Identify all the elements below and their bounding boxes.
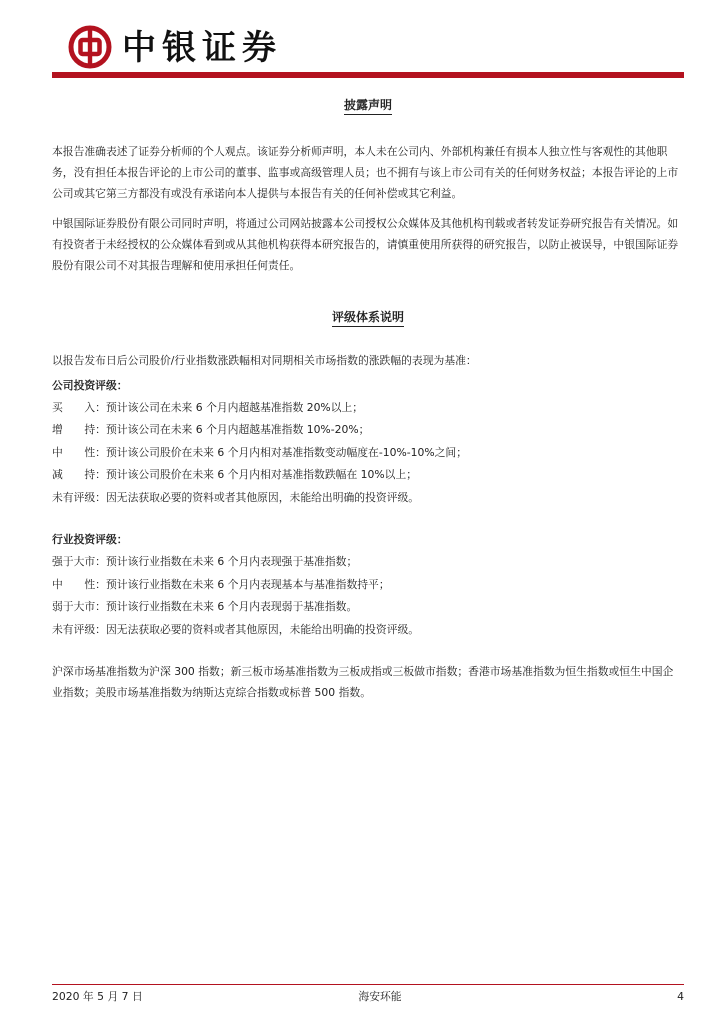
company-rating-item: 买 入：预计该公司在未来 6 个月内超越基准指数 20%以上； [52,400,364,414]
brand-name: 中银证券 [122,28,282,68]
disclosure-paragraph-2: 中银国际证券股份有限公司同时声明，将通过公司网站披露本公司授权公众媒体及其他机构刊载或者转发证券研究报告有关情况。如有投资者于未经授权的公众媒体看到或从其他机构获得本研究报告的，请慎重使用所获得的研究报告，以防止被误导，中银国际证券股份有限公司不对其报告理解和使用承担任何责任。 [52,217,679,272]
industry-rating-item: 弱于大市：预计该行业指数在未来 6 个月内表现弱于基准指数。 [52,600,358,613]
disclosure-paragraph-1: 本报告准确表述了证券分析师的个人观点。该证券分析师声明，本人未在公司内、外部机构兼任有损本人独立性与客观性的其他职务，没有担任本报告评论的上市公司的董事、监事或高级管理人员；也不拥有与该上市公司有关的任何财务权益；本报告评论的上市公司或其它第三方都没有或没有承诺向本人提供与本报告有关的任何补偿或其它利益。 [52,145,679,200]
industry-rating-item: 中 性：预计该行业指数在未来 6 个月内表现基本与基准指数持平； [52,577,390,591]
report-content [52,80,684,703]
company-rating-item: 减 持：预计该公司股价在未来 6 个月内相对基准指数跌幅在 10%以上； [52,468,418,481]
rating-title: 评级体系说明 [52,308,684,327]
industry-rating-item: 未有评级：因无法获取必要的资料或者其他原因，未能给出明确的投资评级。 [52,622,420,636]
rating-intro: 以报告发布日后公司股价/行业指数涨跌幅相对同期相关市场指数的涨跌幅的表现为基准： [52,354,477,367]
header-divider [52,72,684,78]
benchmark-note: 沪深市场基准指数为沪深 300 指数；新三板市场基准指数为三板成指或三板做市指数；香港市场基准指数为恒生指数或恒生中国企业指数；美股市场基准指数为纳斯达克综合指数或标普 500 指数。 [52,665,674,699]
footer-divider [52,984,684,985]
industry-rating-item: 强于大市：预计该行业指数在未来 6 个月内表现强于基准指数； [52,555,358,568]
company-rating-item: 未有评级：因无法获取必要的资料或者其他原因，未能给出明确的投资评级。 [52,490,420,504]
bank-of-china-logo-icon [68,25,112,69]
page-number: 4 [677,990,684,1003]
industry-rating-heading: 行业投资评级： [52,533,128,546]
company-rating-heading: 公司投资评级： [52,378,128,392]
footer-date: 2020 年 5 月 7 日 [52,990,143,1003]
company-rating-item: 中 性：预计该公司股价在未来 6 个月内相对基准指数变动幅度在-10%-10%之间； [52,445,468,459]
footer-company: 海安环能 [358,990,402,1003]
company-rating-item: 增 持：预计该公司在未来 6 个月内超越基准指数 10%-20%； [52,423,370,436]
disclosure-title: 披露声明 [52,96,684,115]
page-header [0,0,725,80]
